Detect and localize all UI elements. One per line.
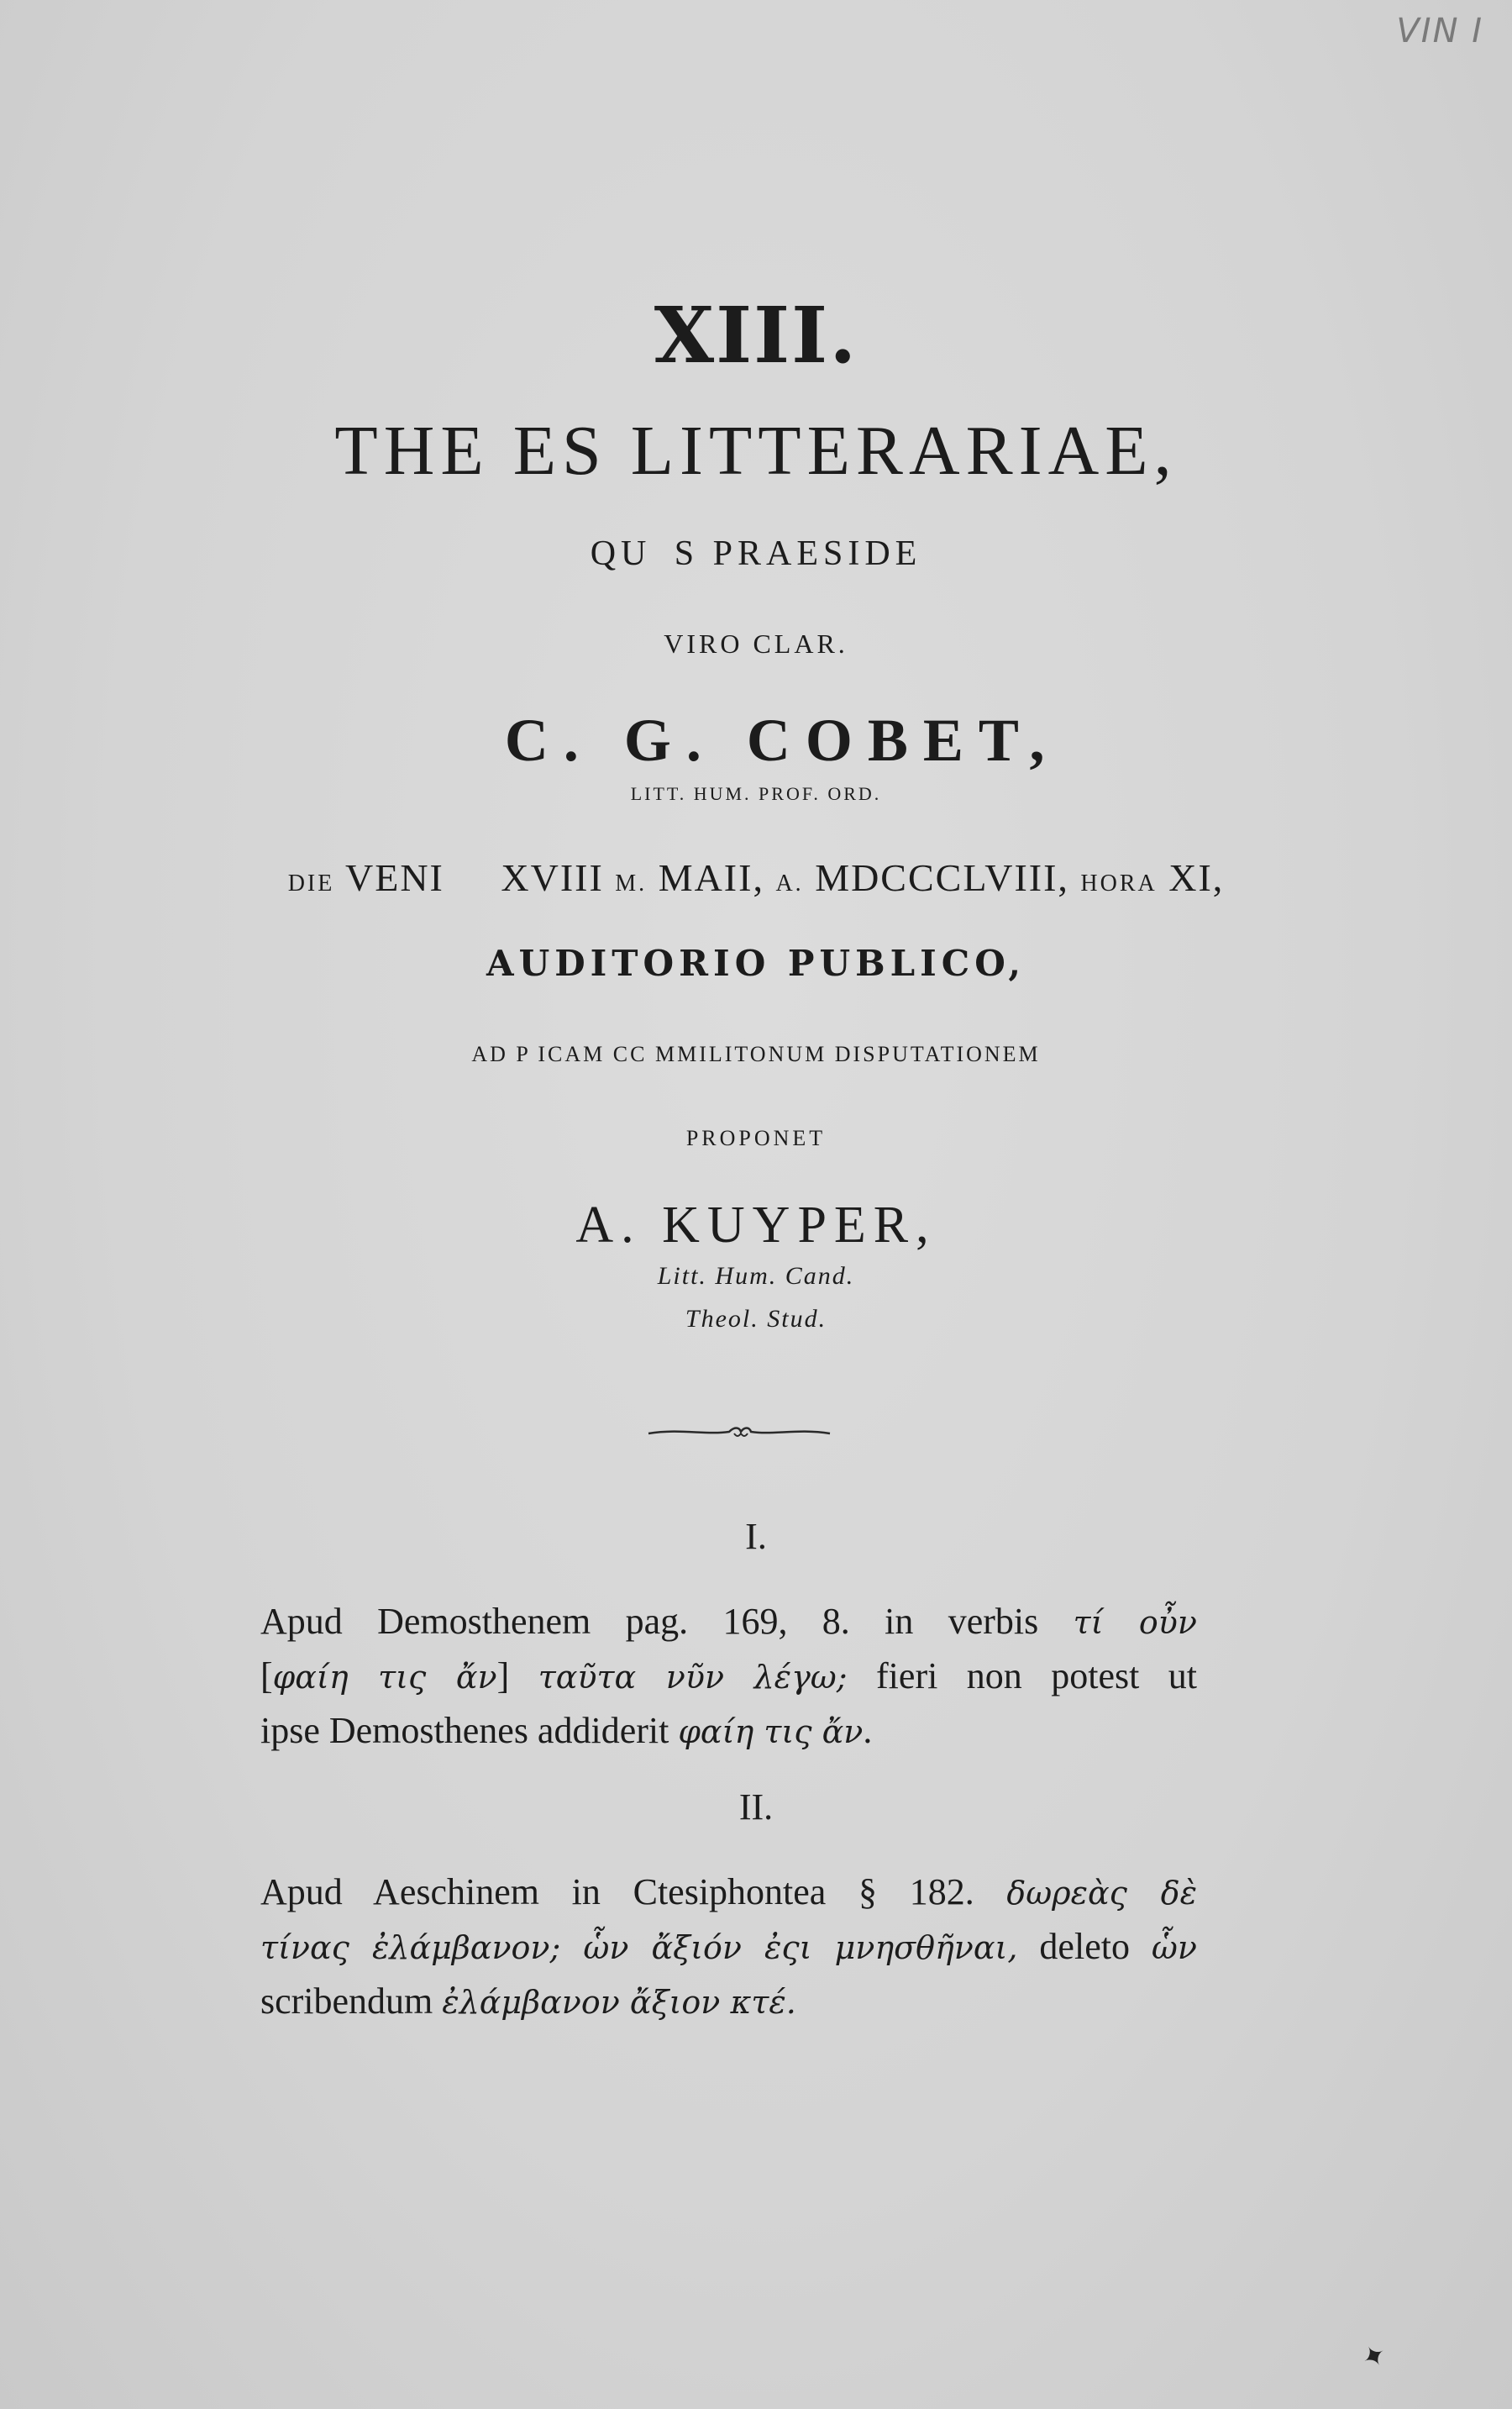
page-title: THE ES LITTERARIAE,	[334, 412, 1178, 490]
greek-run: φαίη τις ἄν	[272, 1659, 497, 1696]
date-hora: HORA	[1080, 871, 1158, 897]
pencil-annotation: VIN I	[1396, 12, 1483, 50]
text-run: ipse Demosthenes addiderit	[260, 1710, 679, 1751]
greek-run: ὧν	[1151, 1929, 1197, 1966]
date-hour: XI,	[1168, 856, 1225, 899]
section-text-1	[260, 1595, 1197, 1759]
ornament-divider	[647, 1420, 832, 1445]
text-run: Apud Aeschinem in Ctesiphontea § 182.	[260, 1871, 1007, 1912]
section-1-line-1	[260, 1595, 1197, 1649]
text-run: ]	[496, 1655, 538, 1696]
quas-praeside-line: QU S PRAESIDE	[590, 534, 922, 573]
section-1-line-2	[260, 1649, 1197, 1704]
text-run: Apud Demosthenem pag. 169, 8. in verbis	[260, 1601, 1074, 1642]
auditorio-line: AUDITORIO PUBLICO,	[486, 943, 1026, 984]
section-2-line-1	[260, 1865, 1197, 1920]
author-role-litt: Litt. Hum. Cand.	[657, 1262, 855, 1290]
text-run: .	[863, 1710, 873, 1751]
text-run: deleto	[1017, 1926, 1152, 1967]
section-2-line-3	[260, 1975, 1197, 2029]
author-role-theol: Theol. Stud.	[685, 1305, 827, 1333]
praeses-title: LITT. HUM. PROF. ORD.	[630, 783, 882, 804]
greek-run: τίνας ἐλάμβανον; ὧν ἄξιόν ἐςι μνησθῆναι,	[260, 1929, 1018, 1966]
date-die: DIE	[287, 871, 335, 897]
section-text-2	[260, 1865, 1197, 2029]
thesis-number: XIII.	[654, 290, 858, 381]
greek-run: τί οὖν	[1073, 1604, 1197, 1641]
date-year: MDCCCLVIII,	[815, 856, 1069, 899]
praeses-name: C. G. COBET,	[452, 707, 1060, 774]
greek-run: ταῦτα νῦν λέγω;	[538, 1659, 848, 1696]
date-month: MAII,	[658, 856, 764, 899]
proponet-line: PROPONET	[685, 1126, 827, 1150]
section-1-line-3	[260, 1704, 1197, 1759]
ink-speck: ✦	[1356, 2338, 1393, 2377]
section-numeral-2: II.	[738, 1786, 774, 1828]
text-run: [	[260, 1655, 273, 1696]
date-m: M.	[615, 871, 648, 897]
section-numeral-1: I.	[745, 1516, 767, 1557]
date-a: A.	[775, 871, 804, 897]
viro-clar-line: VIRO CLAR.	[664, 629, 848, 659]
text-run: scribendum	[260, 1980, 443, 2022]
greek-run: φαίη τις ἄν	[678, 1713, 864, 1750]
disputation-line: AD P ICAM CC MMILITONUM DISPUTATIONEM	[471, 1042, 1041, 1066]
greek-run: δωρεὰς δὲ	[1006, 1875, 1197, 1912]
date-veneris: VENI	[345, 856, 444, 899]
greek-run: ἐλάμβανον ἄξιον κτέ.	[442, 1984, 796, 2021]
date-line	[0, 855, 1512, 900]
author-name: A. KUYPER,	[575, 1197, 937, 1254]
section-2-line-2	[260, 1920, 1197, 1975]
date-day: XVIII	[501, 856, 604, 899]
text-run: fieri non potest ut	[847, 1655, 1198, 1696]
